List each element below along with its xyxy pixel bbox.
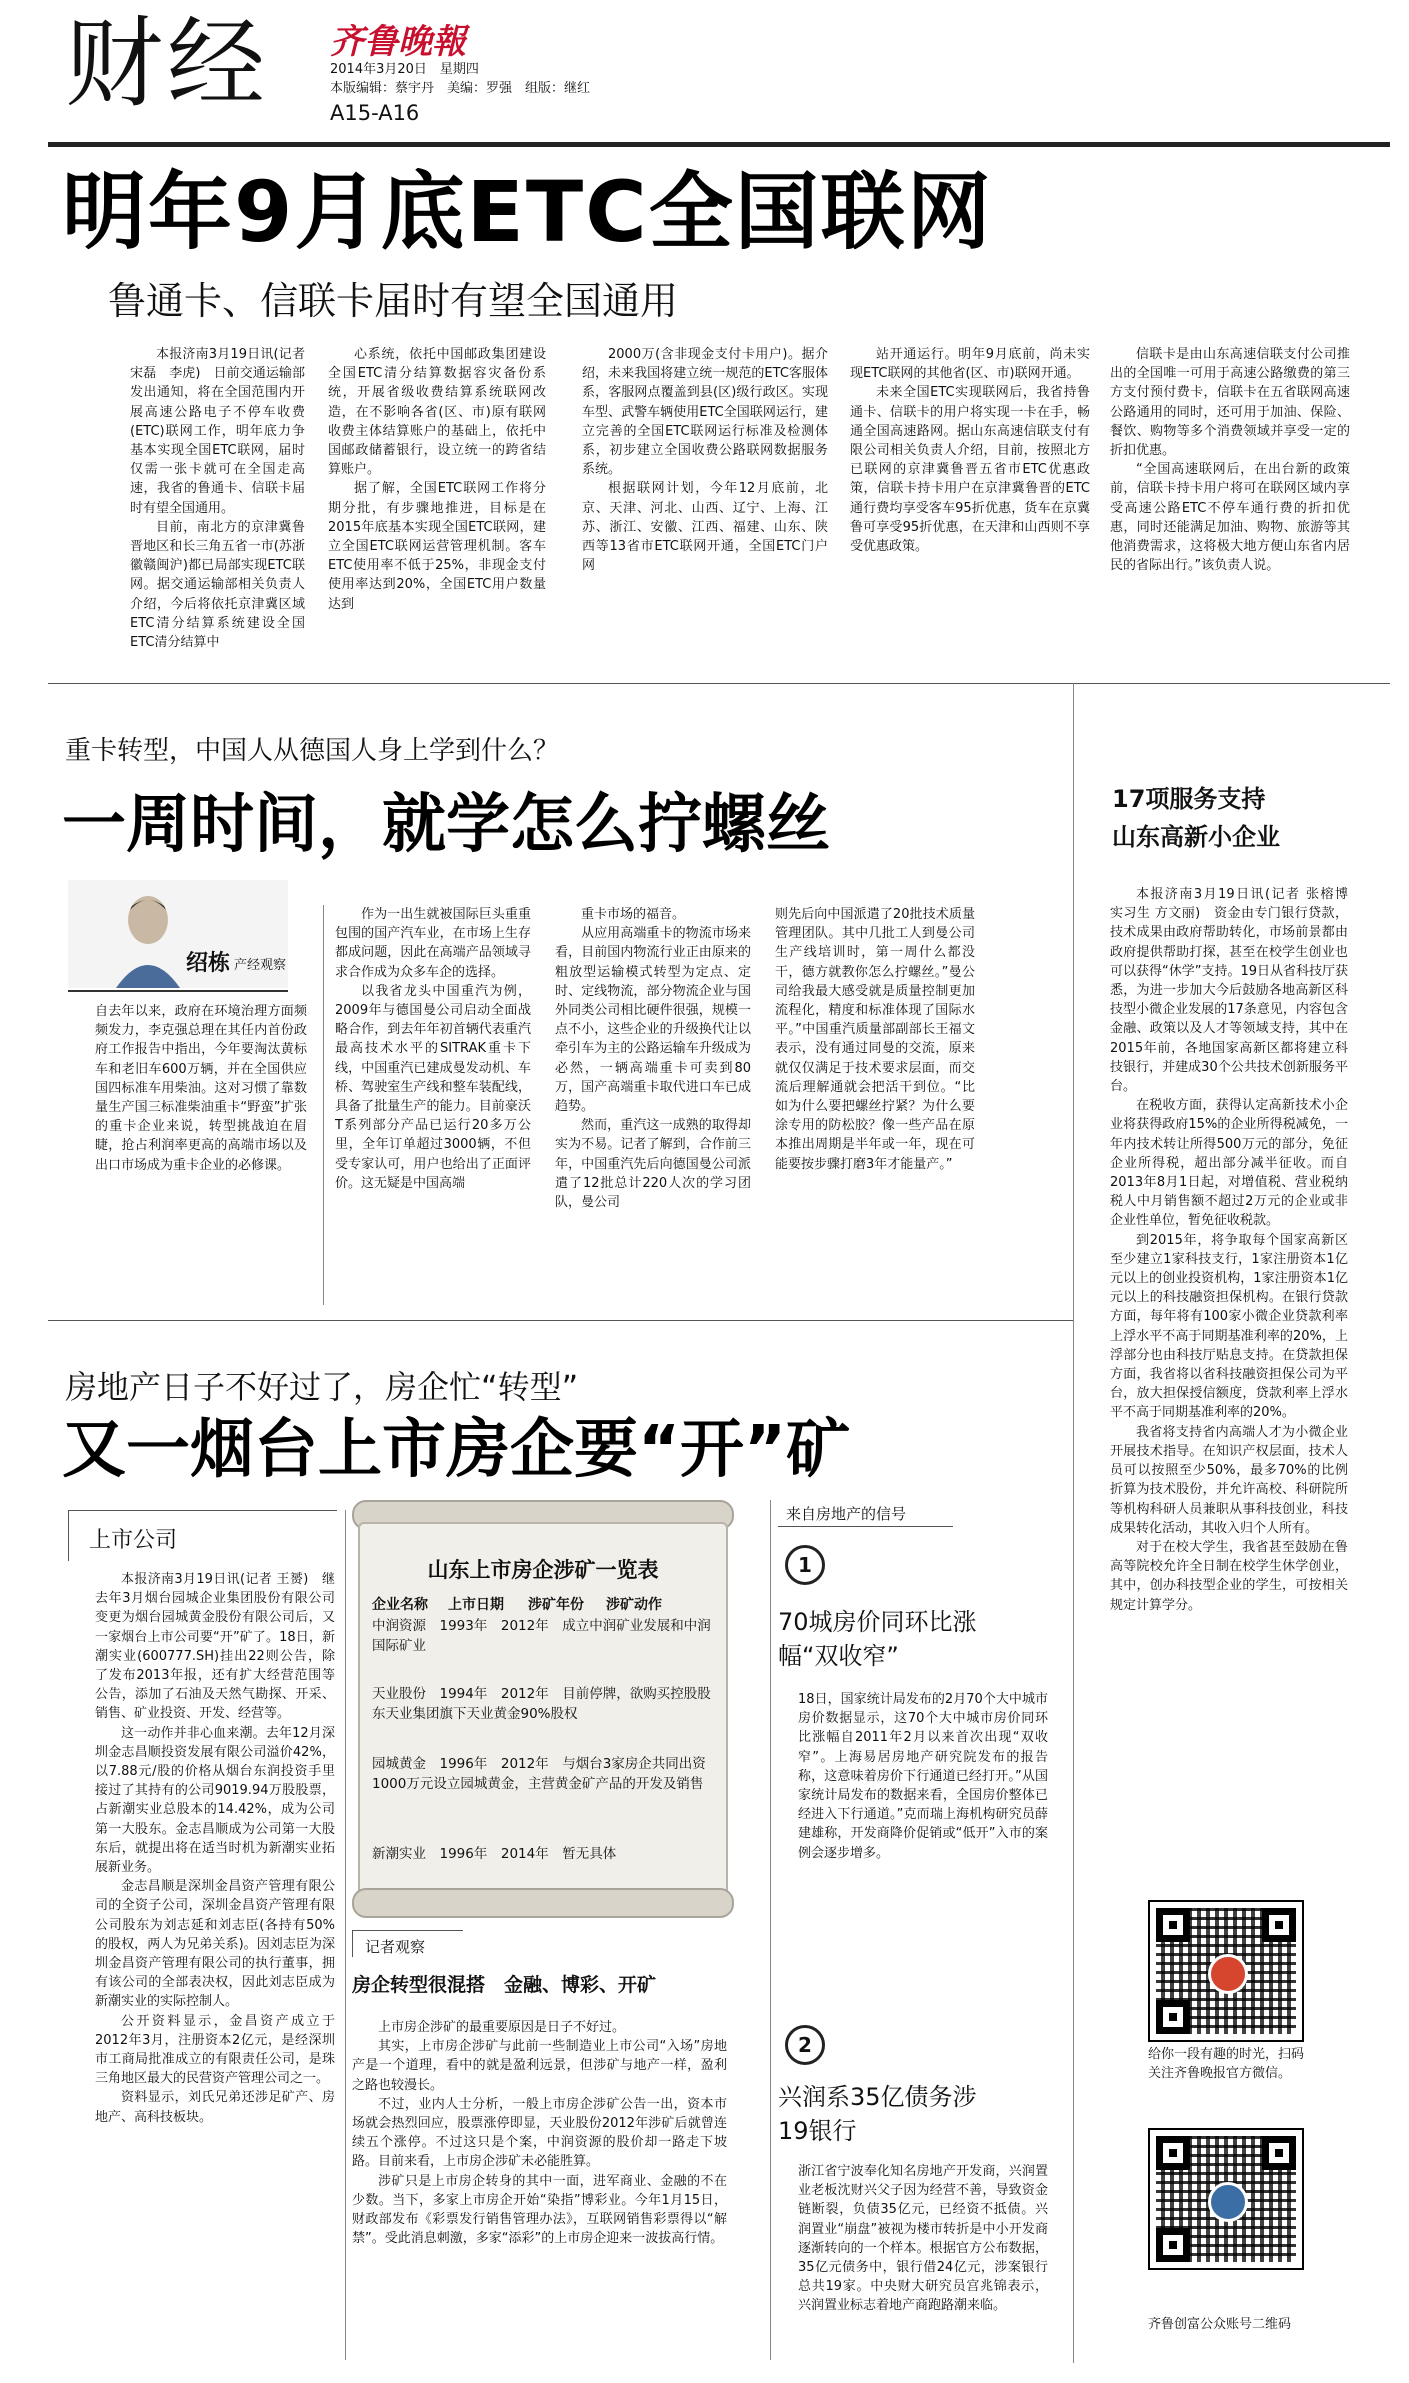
column-divider	[323, 905, 324, 1305]
story3-headline: 又一烟台上市房企要“开”矿	[62, 1413, 851, 1487]
page-range: A15-A16	[330, 101, 420, 125]
sidebar-body: 本报济南3月19日讯(记者 张榕博 实习生 方文丽) 资金由专门银行贷款，技术成果由政府帮助转化，市场前景都由政府提供帮助打探，甚至在校学生创业也可以获得“休学”支持。19日从省科技厅获悉，为进一步加大今后鼓励各地高新区科技型小微企业发展的17条意见，内容包含金融、政策以及人才等领域支持，其中在2015年前，各地国家高新区都将建立科技银行，并建成30个公共技术创新服务平台。 在税收方面，获得认定高新技术小企业将获得政府15%的企业所得税减免，一年内技术转让所得500万元的部分，免征企业所得税，超出部分减半征收。而自2013年8月1日起，对增值税、营业税纳税人中月销售额不超过2万元的企业或非企业性单位，暂免征收税款。 到2015年，将争取每个国家高新区至少建立1家科技支行，1家注册资本1亿元以上的创业投资机构，1家注册资本1亿元以上的科技融资担保机构。在银行贷款方面，每年将有100家小微企业贷款利率上浮水平不高于同期基准利率的20%，上浮部分也由科技厅贴息支持。在贷款担保方面，我省将以省科技融资担保公司为平台，放大担保授信额度，贷款利率上浮水平不高于同期基准利率的20%。 我省将支持省内高端人才为小微企业开展技术指导。在知识产权层面，技术人员可以按照至少50%，最多70%的比例折算为技术股份，并允许高校、科研院所等机构科研人员兼职从事科技创业，科技成果转化活动，其收入归个人所有。 对于在校大学生，我省甚至鼓励在鲁高等院校允许全日制在校学生休学创业，其中，创办科技型企业的学生，可按相关规定计算学分。	[1110, 887, 1362, 1613]
header-rule	[48, 142, 1390, 147]
table-row	[372, 1754, 716, 1794]
logo-icon	[1208, 2182, 1248, 2222]
commentary-label: 记者观察	[365, 1938, 426, 1956]
cell-year: 2012年	[500, 1756, 549, 1772]
story2-headline: 一周时间，就学怎么拧螺丝	[62, 788, 830, 862]
logo-icon	[1208, 1954, 1248, 1994]
qr1-caption: 给你一段有趣的时光，扫码关注齐鲁晚报官方微信。	[1148, 2047, 1305, 2081]
commentary-title: 房企转型很混搭 金融、博彩、开矿	[352, 1974, 657, 1996]
story3-label: 上市公司	[89, 1528, 178, 1553]
sidebar-title-line1: 17项服务支持	[1112, 785, 1266, 813]
newspaper-masthead: 齐鲁晚報	[330, 22, 466, 62]
cell-listed: 1996年	[439, 1846, 488, 1862]
sidebar-divider	[1073, 683, 1074, 2363]
column-divider	[345, 1510, 346, 2360]
wealth-qr-code[interactable]	[1148, 2128, 1304, 2270]
table-header-listed: 上市日期	[448, 1597, 504, 1613]
cell-action: 暂无具体	[562, 1846, 617, 1862]
cell-year: 2014年	[500, 1846, 549, 1862]
story1-column-4: 站开通运行。明年9月底前，尚未实现ETC联网的其他省(区、市)联网开通。 未来全国ETC实现联网后，我省持鲁通卡、信联卡的用户将实现一卡在手，畅通全国高速路网。据山东高速信联支付有限公司相关负责人介绍，目前，按照北方已联网的京津冀鲁晋五省市ETC优惠政策，信联卡持卡用户在京津冀鲁晋的ETC通行费均享受客车95折优惠，货车在京冀鲁可享受95折优惠，在天津和山西则不享受优惠政策。	[850, 347, 1090, 555]
story2-column-2: 作为一出生就被国际巨头重重包围的国产汽车业，在市场上生存都成问题，因此在高端产品领域寻求合作成为众多车企的选择。 以我省龙头中国重汽为例，2009年与德国曼公司启动全面战略合作，到去年年初首辆代表重汽最高技术水平的SITRAK重卡下线，中国重汽已建成曼发动机、车桥、驾驶室生产线和整车装配线，具备了批量生产的能力。目前豪沃T系列部分产品已运行20多万公里，全年订单超过3000辆，不但受专家认可，用户也给出了正面评价。这无疑是中国高端	[335, 907, 531, 1191]
table-row	[372, 1844, 716, 1864]
wechat-qr-code[interactable]	[1148, 1900, 1304, 2042]
signal2-body: 浙江省宁波奉化知名房地产开发商，兴润置业老板沈财兴父子因为经营不善，导致资金链断裂，负债35亿元，已经资不抵债。兴润置业“崩盘”被视为楼市转折是中小开发商逐渐转向的一个样本。根据官方公布数据，35亿元债务中，银行借24亿元，涉案银行总共19家。中央财大研究员宫兆锦表示，兴润置业标志着地产商跑路潮来临。	[798, 2164, 1048, 2314]
cell-year: 2012年	[500, 1686, 549, 1702]
scroll-bottom-roll	[352, 1888, 734, 1918]
story1-column-3: 2000万(含非现金支付卡用户)。据介绍，未来我国将建立统一规范的ETC客服体系，客服网点覆盖到县(区)级行政区。实现车型、武警车辆使用ETC全国联网运行，建立完善的全国ETC联网运行标准及检测体系，初步建立全国收费公路联网数据服务系统。 根据联网计划，今年12月底前，北京、天津、河北、山西、辽宁、上海、江苏、浙江、安徽、江西、福建、山东、陕西等13省市ETC联网开通，全国ETC门户网	[582, 347, 828, 574]
editor-credits: 本版编辑：蔡宇丹 美编：罗强 组版：继红	[330, 81, 591, 96]
qr2-caption: 齐鲁创富公众账号二维码	[1148, 2317, 1292, 2332]
sidebar-title	[1112, 780, 1280, 856]
author-name: 绍栋	[186, 951, 231, 976]
signals-label: 来自房地产的信号	[786, 1505, 907, 1523]
signals-label-box	[778, 1500, 953, 1527]
cell-name: 园城黄金	[372, 1756, 426, 1772]
section-title: 财经	[65, 7, 270, 121]
cell-listed: 1996年	[439, 1756, 488, 1772]
cell-listed: 1993年	[439, 1618, 488, 1634]
story3-kicker: 房地产日子不好过了，房企忙“转型”	[65, 1368, 579, 1406]
cell-year: 2012年	[500, 1618, 549, 1634]
story1-bottom-rule	[48, 683, 1390, 684]
author-column-tag: 产经观察	[234, 958, 287, 973]
signal2-title: 兴润系35亿债务涉19银行	[778, 2083, 977, 2145]
story1-column-1: 本报济南3月19日讯(记者 宋磊 李虎) 日前交通运输部发出通知，将在全国范围内开展高速公路电子不停车收费(ETC)联网工作，明年底力争基本实现全国ETC联网，届时仅需一张卡就可在全国走高速，我省的鲁通卡、信联卡届时有望全国通用。 目前，南北方的京津冀鲁晋地区和长三角五省一市(苏浙徽赣闽沪)都已局部实现ETC联网。据交通运输部相关负责人介绍，今后将依托京津冀区域ETC清分结算系统建设全国ETC清分结算中	[130, 347, 305, 651]
story1-subtitle: 鲁通卡、信联卡届时有望全国通用	[108, 279, 679, 323]
commentary-body: 上市房企涉矿的最重要原因是日子不好过。 其实，上市房企涉矿与此前一些制造业上市公司“入场”房地产是一个道理，看中的就是盈利远景，但涉矿与地产一样，盈利之路也较漫长。 不过，业内人士分析，一般上市房企涉矿公告一出，资本市场就会热烈回应，股票涨停即显，天业股份2012年涉矿后就曾连续五个涨停。不过这只是个案，中润资源的股价却一路走下坡路。目前来看，上市房企涉矿未必能胜算。 涉矿只是上市房企转身的其中一面，进军商业、金融的不在少数。当下，多家上市房企开始“染指”博彩业。今年1月15日，财政部发布《彩票发行销售管理办法》，互联网销售彩票得以“解禁”。受此消息刺激，多家“添彩”的上市房企迎来一波拔高行情。	[352, 2020, 727, 2247]
story2-kicker: 重卡转型，中国人从德国人身上学到什么？	[65, 736, 560, 766]
table-header-name: 企业名称	[372, 1597, 428, 1613]
author-photo-block	[68, 880, 288, 992]
table-header-action: 涉矿动作	[606, 1597, 662, 1613]
cell-name: 新潮实业	[372, 1846, 426, 1862]
story3-label-box	[68, 1510, 337, 1561]
story1-column-2: 心系统，依托中国邮政集团建设全国ETC清分结算数据容灾备份系统，开展省级收费结算系统联网改造，在不影响各省(区、市)原有联网收费主体结算账户的基础上，依托中国邮政储蓄银行，设立统一的跨省结算账户。 据了解，全国ETC联网工作将分期分批，有步骤地推进，目标是在2015年底基本实现全国ETC联网，建立全国ETC联网运营管理机制。客车ETC使用率不低于25%，非现金支付使用率达到20%，全国ETC用户数量达到	[328, 347, 546, 612]
number-one-icon: 1	[785, 1545, 825, 1585]
story3-column-1: 本报济南3月19日讯(记者 王赟) 继去年3月烟台园城企业集团股份有限公司变更为烟台园城黄金股份有限公司后，又一家烟台上市公司要“开”矿了。18日，新潮实业(600777.SH)挂出22则公告，除了发布2013年报，还有扩大经营范围等公告，添加了石油及天然气勘探、开采、销售、矿业投资、开发、经营等。 这一动作并非心血来潮。去年12月深圳金志昌顺投资发展有限公司溢价42%，以7.88元/股的价格从烟台东润投资手里接过了其持有的公司9019.94万股股票，占新潮实业总股本的14.42%，成为公司第一大股东。金志昌顺成为公司第一大股东后，就提出将在适当时机为新潮实业拓展新业务。 金志昌顺是深圳金昌资产管理有限公司的全资子公司，深圳金昌资产管理有限公司股东为刘志延和刘志臣(各持有50%的股权，两人为兄弟关系)。因刘志臣为深圳金昌资产管理有限公司的执行董事，拥有该公司的全部表决权，因此刘志臣成为新潮实业的实际控制人。 公开资料显示，金昌资产成立于2012年3月，注册资本2亿元，是经深圳市工商局批准成立的有限责任公司，是珠三角地区最大的民营资产管理公司之一。 资料显示，刘氏兄弟还涉足矿产、房地产、高科技板块。	[95, 1572, 335, 2125]
cell-listed: 1994年	[439, 1686, 488, 1702]
cell-action: 与烟台3家房企共同出资1000万元设立园城黄金，主营黄金矿产品的开发及销售	[372, 1756, 706, 1792]
story2-column-1: 自去年以来，政府在环境治理方面频频发力，李克强总理在其任内首份政府工作报告中指出，今年要淘汰黄标车和老旧车600万辆，并在全国供应国四标准车用柴油。这对习惯了靠数量生产国三标准柴油重卡“野蛮”扩张的重卡企业来说，转型挑战迫在眉睫，抢占利润率更高的高端市场以及出口市场成为重卡企业的必修课。	[95, 1004, 307, 1173]
cell-action: 成立中润矿业发展和中润国际矿业	[372, 1618, 711, 1654]
number-two-icon: 2	[785, 2025, 825, 2065]
table-row	[372, 1616, 716, 1656]
signal1-body: 18日，国家统计局发布的2月70个大中城市房价数据显示，这70个大中城市房价同环比涨幅自2011年2月以来首次出现“双收窄”。上海易居房地产研究院发布的报告称，这意味着房价下行通道已经打开。”从国家统计局发布的数据来看，全国房价整体已经进入下行通道。”克而瑞上海机构研究员薛建雄称，开发商降价促销或“低开”入市的案例会逐步增多。	[798, 1692, 1048, 1861]
signal1-title: 70城房价同环比涨幅“双收窄”	[778, 1608, 977, 1670]
mining-table-scroll	[358, 1522, 728, 1896]
column-divider	[770, 1500, 771, 2360]
table-title: 山东上市房企涉矿一览表	[427, 1558, 659, 1582]
table-row	[372, 1684, 716, 1724]
sidebar-title-line2: 山东高新小企业	[1112, 823, 1280, 851]
issue-info	[330, 60, 590, 98]
story1-headline: 明年9月底ETC全国联网	[62, 163, 993, 261]
story1-column-5: 信联卡是由山东高速信联支付公司推出的全国唯一可用于高速公路缴费的第三方支付预付费卡，信联卡在五省联网高速公路通用的同时，还可用于加油、保险、餐饮、购物等多个消费领域并享受一定的折扣优惠。 “全国高速联网后，在出台新的政策前，信联卡持卡用户将可在联网区域内享受高速公路ETC不停车通行费的折扣优惠，同时还能满足加油、购物、旅游等其他消费需求，这将极大地方便山东省内居民的省际出行。”该负责人说。	[1110, 347, 1350, 574]
story2-column-4: 则先后向中国派遣了20批技术质量管理团队。其中几批工人到曼公司生产线培训时，第一周什么都没干，德方就教你怎么拧螺丝。”曼公司给我最大感受就是质量控制更加流程化，精度和标准体现了国际水平。”中国重汽质量部副部长王福文表示，没有通过同曼的交流，原来就仅仅满足于技术要求层面，而交流后理解通就会把活干到位。“比如为什么要把螺丝拧紧？为什么要涂专用的防松胶？像一些产品在原本推出周期是半年或一年，现在可能要按步骤打磨3年才能量产。”	[775, 907, 975, 1172]
cell-name: 天业股份	[372, 1686, 426, 1702]
cell-name: 中润资源	[372, 1618, 426, 1634]
story2-column-3: 重卡市场的福音。 从应用高端重卡的物流市场来看，目前国内物流行业正由原来的粗放型运输模式转型为定点、定时、定线物流，部分物流企业与国外同类公司相比硬件很强，规模一点不小，这些企业的升级换代让以牵引车为主的公路运输车升级成为必然，一辆高端重卡可卖到80万，国产高端重卡取代进口车已成趋势。 然而，重汽这一成熟的取得却实为不易。记者了解到，合作前三年，中国重汽先后向德国曼公司派遣了12批总计220人次的学习团队，曼公司	[555, 907, 751, 1211]
cell-action: 目前停牌，欲购买控股股东天业集团旗下天业黄金90%股权	[372, 1686, 711, 1722]
story2-bottom-rule	[48, 1320, 1073, 1321]
issue-date: 2014年3月20日 星期四	[330, 62, 479, 77]
table-header-year: 涉矿年份	[528, 1597, 584, 1613]
commentary-label-box	[352, 1930, 463, 1957]
